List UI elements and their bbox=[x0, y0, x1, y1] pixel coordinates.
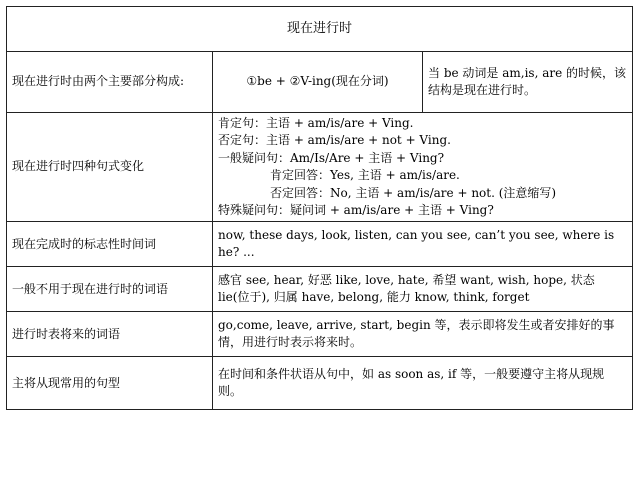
row-label-main-future: 主将从现常用的句型 bbox=[7, 357, 213, 410]
row-label-structure: 现在进行时由两个主要部分构成: bbox=[7, 52, 213, 113]
affirmative-line: 肯定句：主语 + am/is/are + Ving. bbox=[218, 116, 414, 130]
main-future-cell: 在时间和条件状语从句中，如 as soon as, if 等，一般要遵守主将从现规则。 bbox=[213, 357, 633, 410]
future-use-cell: go,come, leave, arrive, start, begin 等，表示即将发生或者安排好的事情，用进行时表示将来时。 bbox=[213, 312, 633, 357]
row-label-non-progressive: 一般不用于现在进行时的词语 bbox=[7, 267, 213, 312]
negative-answer-line: 否定回答：No, 主语 + am/is/are + not. (注意缩写) bbox=[270, 185, 557, 200]
row-label-future-use: 进行时表将来的词语 bbox=[7, 312, 213, 357]
structure-note: 当 be 动词是 am,is, are 的时候，该结构是现在进行时。 bbox=[423, 52, 633, 113]
negative-line: 否定句：主语 + am/is/are + not + Ving. bbox=[218, 133, 451, 148]
wh-question-line: 特殊疑问句：疑问词 + am/is/are + 主语 + Ving? bbox=[218, 202, 494, 217]
row-label-sentence-forms: 现在进行时四种句式变化 bbox=[7, 113, 213, 222]
time-words-cell: now, these days, look, listen, can you see, can’t you see, where is he? ... bbox=[213, 222, 633, 267]
question-line: 一般疑问句：Am/Is/Are + 主语 + Ving? bbox=[218, 150, 445, 165]
positive-answer-line: 肯定回答：Yes, 主语 + am/is/are. bbox=[270, 168, 460, 183]
sentence-forms-cell bbox=[213, 113, 633, 222]
table-title: 现在进行时 bbox=[7, 7, 633, 52]
grammar-table bbox=[6, 6, 633, 410]
row-label-time-words: 现在完成时的标志性时间词 bbox=[7, 222, 213, 267]
non-progressive-cell: 感官 see, hear, 好恶 like, love, hate, 希望 want, wish, hope, 状态 lie(位于), 归属 have, belong, 能力 know, think, forget bbox=[213, 267, 633, 312]
structure-formula: ①be + ②V-ing(现在分词) bbox=[213, 52, 423, 113]
